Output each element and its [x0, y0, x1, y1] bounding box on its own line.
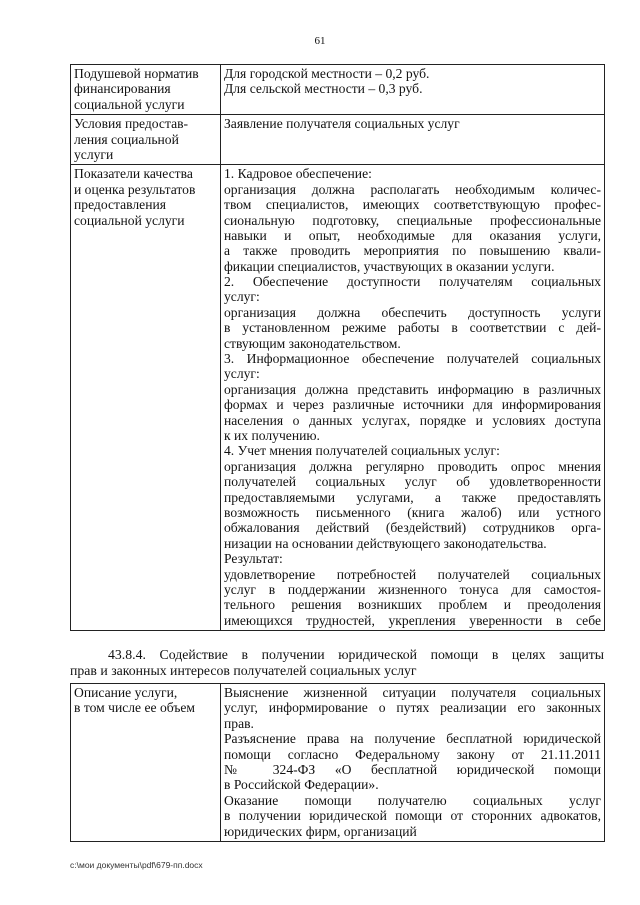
value-line: 4. Учет мнения получателей социальных услуг: — [224, 443, 500, 459]
value-line: предоставляемыми услугами, а также предоставлять — [224, 489, 601, 505]
label-line: ления социальной — [74, 131, 179, 147]
footer-file-path: c:\мои документы\pdf\679-пп.docx — [70, 860, 203, 870]
value-line: Выяснение жизненной ситуации получателя социальных — [224, 685, 601, 700]
row-label-cell — [71, 165, 221, 631]
value-line: услуг в поддержании жизненного тонуса для самостоя- — [224, 581, 601, 597]
label-line: Подушевой норматив — [74, 66, 199, 81]
row-value-cell — [221, 115, 605, 165]
value-line: услуг, информирование о путях реализации его законных — [224, 700, 601, 716]
value-line: низации на основании действующего законодательства. — [224, 535, 547, 551]
row-label-cell — [71, 684, 221, 842]
label-line: Описание услуги, — [74, 685, 178, 700]
value-line: № 324-ФЗ «О бесплатной юридической помощи — [224, 761, 601, 777]
value-line: получателей социальных услуг об удовлетворенности — [224, 474, 601, 490]
label-line: Показатели качества — [74, 166, 193, 182]
heading-line: 43.8.4. Содействие в получении юридической помощи в целях защиты — [108, 647, 604, 662]
value-line: прав. — [224, 715, 254, 731]
value-line: 2. Обеспечение доступности получателям социальных — [224, 274, 601, 290]
heading-line: прав и законных интересов получателей социальных услуг — [70, 662, 417, 678]
value-line: организация должна представить информацию в различных — [224, 381, 601, 397]
value-line: удовлетворение потребностей получателей социальных — [224, 566, 601, 582]
value-line: ствующим законодательством. — [224, 335, 401, 351]
value-line: Для сельской местности – 0,3 руб. — [224, 81, 423, 97]
table-row — [71, 165, 605, 631]
value-line: услуг: — [224, 366, 260, 382]
value-line: в установленном режиме работы в соответствии с дей- — [224, 320, 601, 336]
label-line: социальной услуги — [74, 212, 185, 228]
value-line: организация должна обеспечить доступность услуги — [224, 304, 601, 320]
service-parameters-table — [70, 64, 605, 631]
value-line: Разъяснение права на получение бесплатной юридической — [224, 731, 601, 747]
table-row — [71, 115, 605, 165]
value-line: населения о данных услугах, порядке и условиях доступа — [224, 412, 601, 428]
value-line: Для городской местности – 0,2 руб. — [224, 66, 430, 81]
value-line: возможность письменного (книга жалоб) или устного — [224, 504, 601, 520]
label-line: в том числе ее объем — [74, 700, 195, 716]
section-heading — [70, 647, 604, 678]
value-line: организация должна регулярно проводить опрос мнения — [224, 458, 601, 474]
value-line: а также проводить мероприятия по повышению квали- — [224, 243, 601, 259]
row-value-cell — [221, 65, 605, 115]
value-line: организация должна располагать необходимым количес- — [224, 181, 601, 197]
row-label-cell — [71, 115, 221, 165]
value-line: Заявление получателя социальных услуг — [224, 116, 460, 132]
service-description-table — [70, 683, 605, 842]
value-line: имеющихся трудностей, укрепления уверенности в себе — [224, 612, 601, 628]
value-line: сиональную подготовку, специальные профессиональные — [224, 212, 601, 228]
value-line: 1. Кадровое обеспечение: — [224, 166, 372, 182]
value-line: помощи согласно Федеральному закону от 21.11.2011 — [224, 746, 601, 762]
label-line: финансирования — [74, 81, 171, 97]
value-line: к их получению. — [224, 427, 320, 443]
value-line: Оказание помощи получателю социальных услуг — [224, 792, 601, 808]
label-line: услуги — [74, 146, 114, 162]
table-row — [71, 65, 605, 115]
row-label-cell — [71, 65, 221, 115]
value-line: услуг: — [224, 289, 260, 305]
value-line: формах и через различные источники для информирования — [224, 397, 601, 413]
label-line: социальной услуги — [74, 96, 185, 112]
value-line: в получении юридической помощи от сторонних адвокатов, — [224, 808, 601, 824]
value-line: в Российской Федерации». — [224, 777, 379, 793]
value-line: Результат: — [224, 551, 283, 567]
value-line: тельного решения возникших проблем и преодоления — [224, 597, 601, 613]
label-line: и оценка результатов — [74, 181, 196, 197]
value-line: навыки и опыт, необходимые для оказания услуги, — [224, 227, 601, 243]
value-line: юридических фирм, организаций — [224, 823, 417, 839]
value-line: твом специалистов, имеющих соответствующую профес- — [224, 197, 601, 213]
row-value-cell — [221, 165, 605, 631]
label-line: предоставления — [74, 197, 167, 213]
value-line: обжалования действий (бездействий) сотрудников орга- — [224, 520, 601, 536]
row-value-cell — [221, 684, 605, 842]
value-line: фикации специалистов, участвующих в оказании услуги. — [224, 258, 555, 274]
value-line: 3. Информационное обеспечение получателей социальных — [224, 351, 601, 367]
page-number: 61 — [314, 35, 326, 47]
table-row — [71, 684, 605, 842]
label-line: Условия предостав- — [74, 116, 189, 132]
